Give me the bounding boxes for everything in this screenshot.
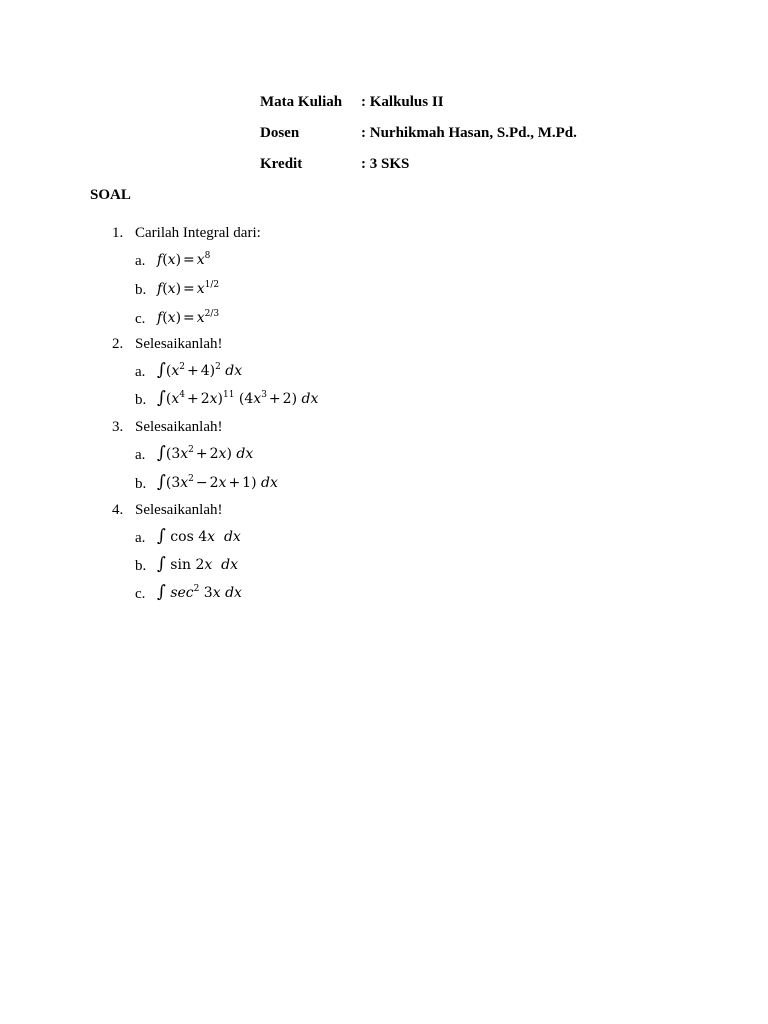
- lecturer-label: Dosen: [260, 125, 300, 141]
- item-letter: a.: [135, 447, 146, 463]
- item-letter: c.: [135, 586, 146, 602]
- item-letter: b.: [135, 392, 147, 408]
- question-text: Selesaikanlah!: [135, 502, 223, 518]
- math-expression: $f(x) = x^{2/3}$: [157, 309, 220, 326]
- question-text: Selesaikanlah!: [135, 336, 223, 352]
- question-number: 1.: [112, 225, 124, 241]
- question-text: Carilah Integral dari:: [135, 225, 261, 241]
- question-number: 4.: [112, 502, 124, 518]
- math-expression: ∫ sin 2x dx: [157, 554, 239, 574]
- math-expression: $\int(x^4 + 2x)^{11}$ $(4x^3 + 2)$ dx: [157, 388, 319, 408]
- item-letter: b.: [135, 476, 147, 492]
- question-text: Selesaikanlah!: [135, 419, 223, 435]
- credit-value: : 3 SKS: [361, 156, 410, 172]
- item-letter: a.: [135, 364, 146, 380]
- math-expression: $\int(3x^2 - 2x + 1)$ dx: [157, 472, 278, 492]
- math-expression: ∫ cos 4x dx: [157, 526, 241, 546]
- item-letter: b.: [135, 558, 147, 574]
- math-expression: ∫ $\sec^2 3x$ dx: [157, 582, 242, 602]
- question-number: 3.: [112, 419, 124, 435]
- math-expression: $f(x) = x^8$: [157, 251, 211, 268]
- section-title: SOAL: [90, 187, 131, 203]
- lecturer-value: : Nurhikmah Hasan, S.Pd., M.Pd.: [361, 125, 577, 141]
- course-value: : Kalkulus II: [361, 94, 444, 110]
- math-expression: $\int(x^2 + 4)^2$ dx: [157, 360, 243, 380]
- item-letter: c.: [135, 311, 146, 327]
- credit-label: Kredit: [260, 156, 303, 172]
- item-letter: b.: [135, 282, 147, 298]
- course-label: Mata Kuliah: [260, 94, 343, 110]
- math-expression: $\int(3x^2 + 2x)$ dx: [157, 443, 254, 463]
- math-expression: $f(x) = x^{1/2}$: [157, 280, 220, 297]
- item-letter: a.: [135, 253, 146, 269]
- question-number: 2.: [112, 336, 124, 352]
- item-letter: a.: [135, 530, 146, 546]
